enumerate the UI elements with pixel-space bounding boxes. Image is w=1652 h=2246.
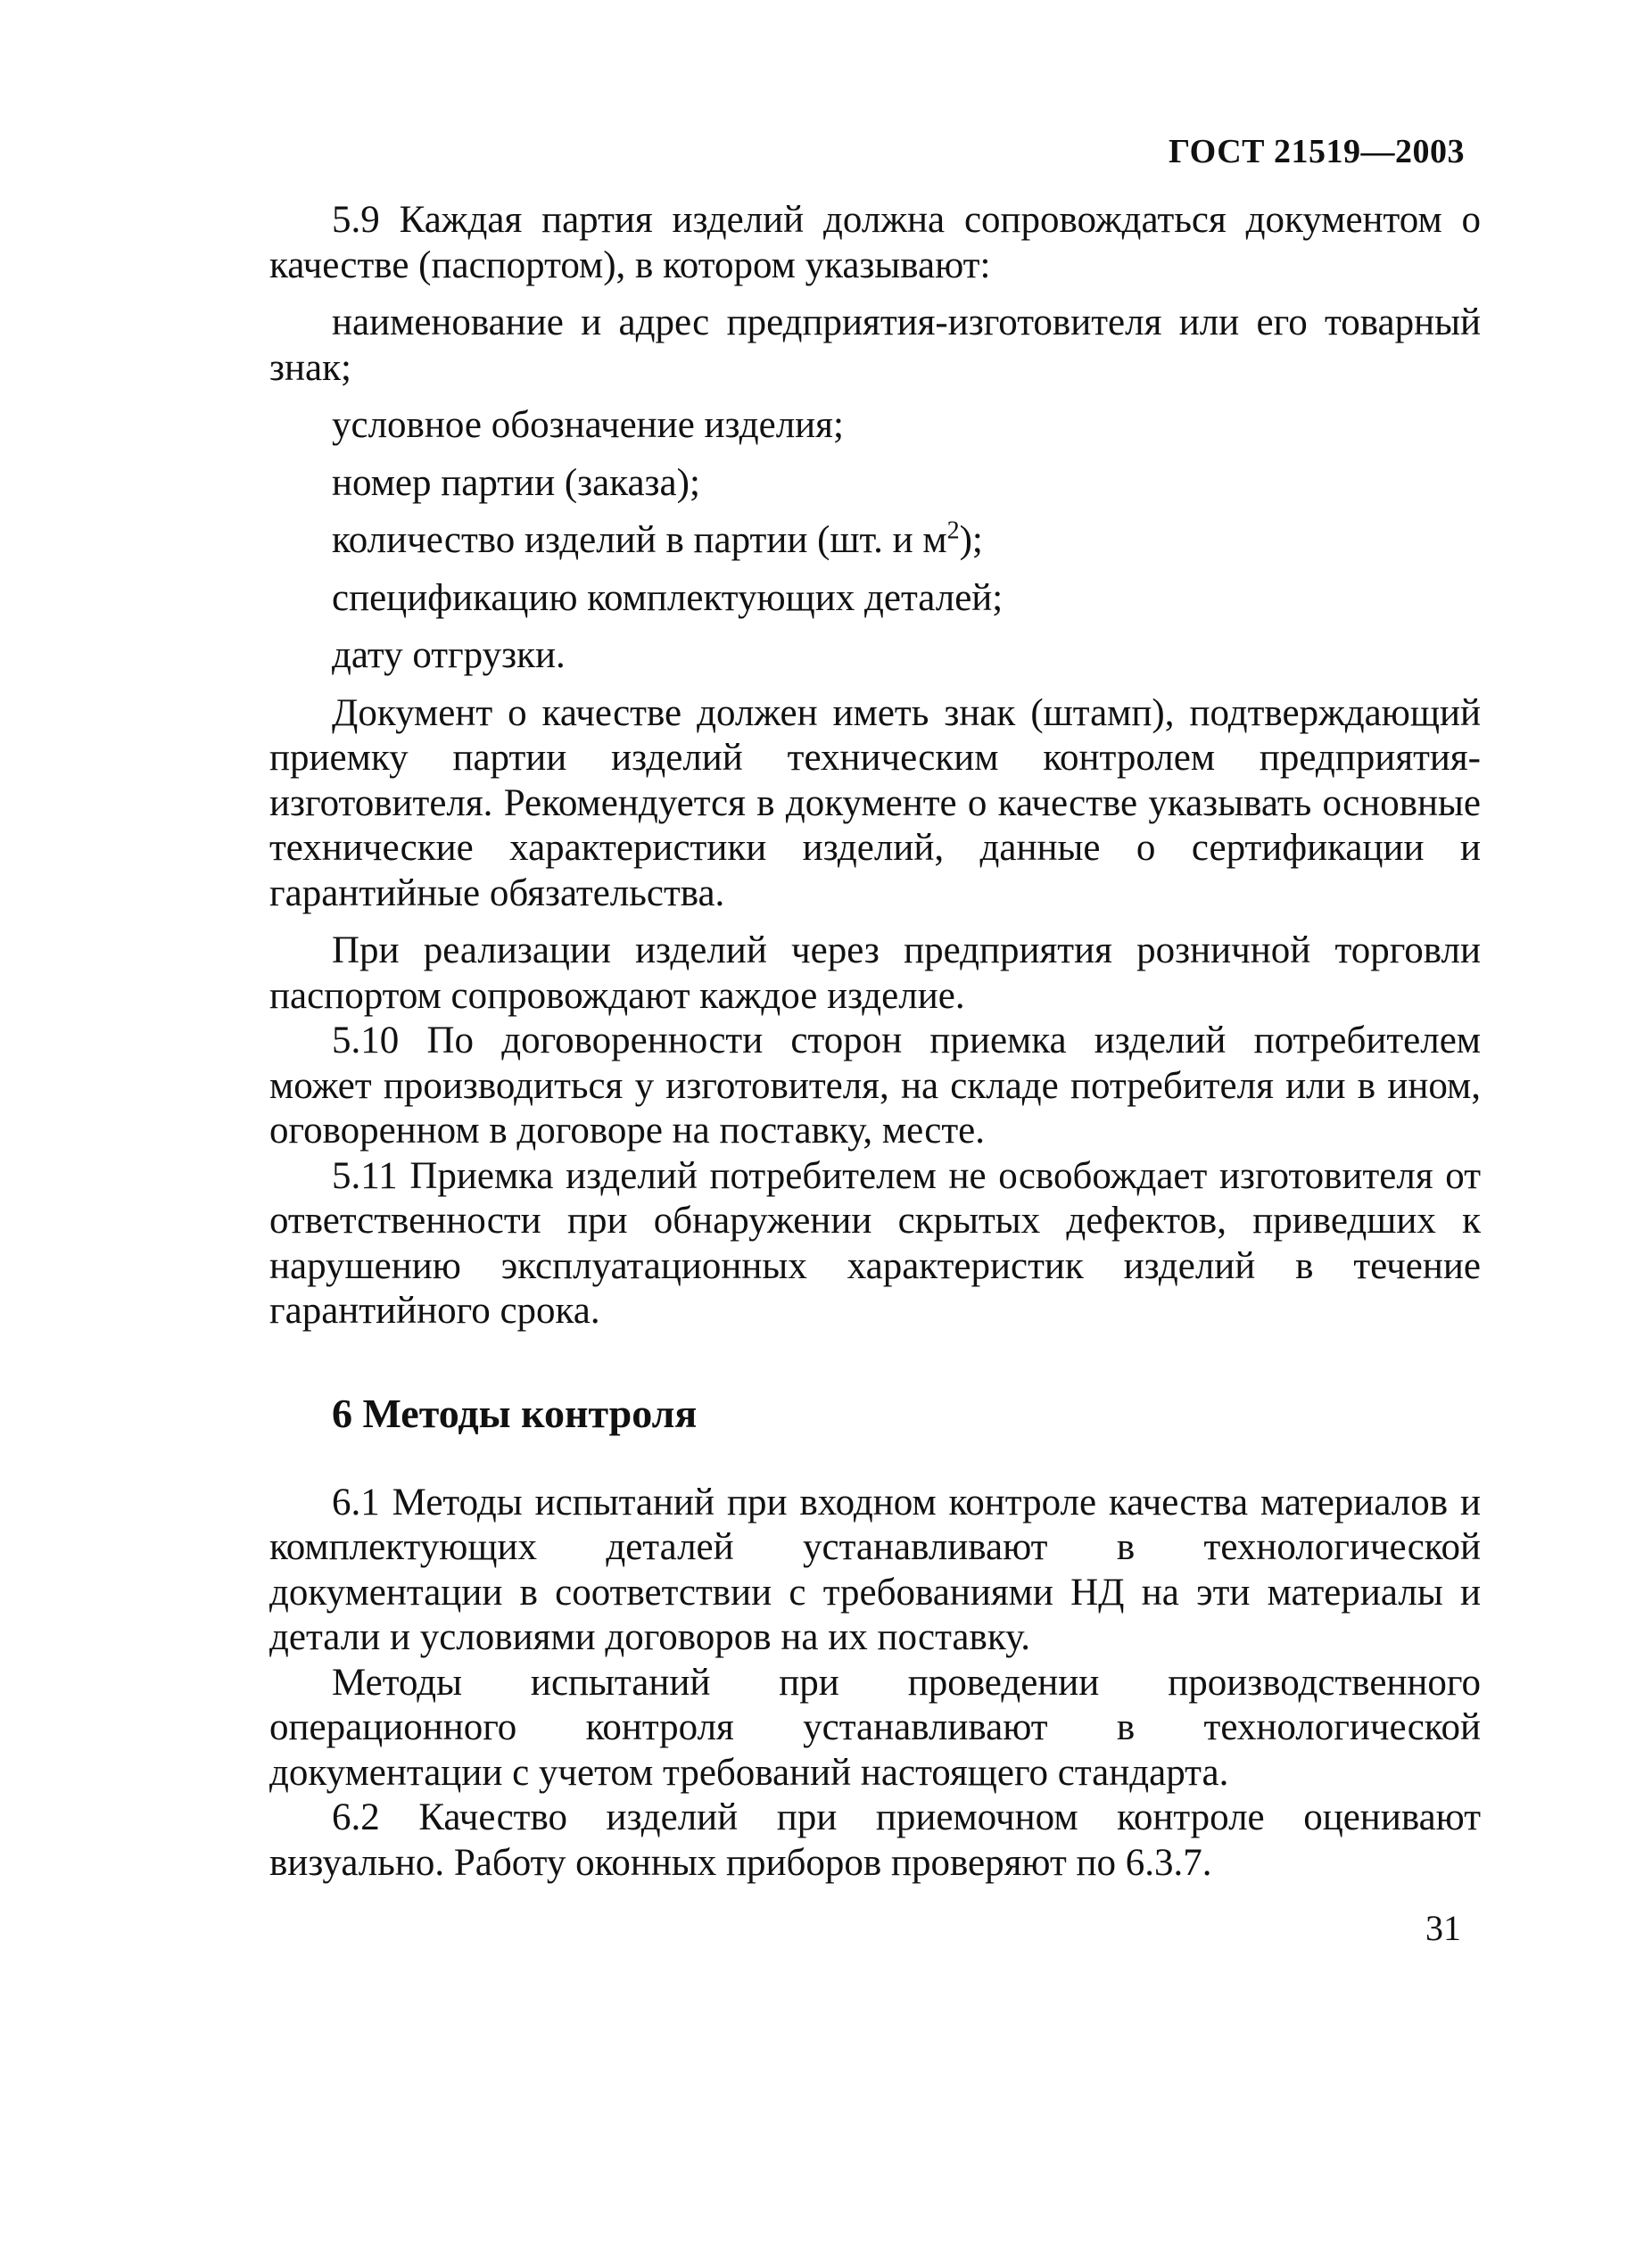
section-heading-6: 6 Методы контроля (332, 1390, 698, 1436)
paragraph-6-1-operational: Методы испытаний при проведении производственного операционного контроля устанавливают в технологической документации с учетом требований настоящего стандарта. (269, 1661, 1481, 1794)
paragraph-6-1: 6.1 Методы испытаний при входном контроле качества материалов и комплектующих деталей устанавливают в технологической документации в соответствии с требованиями НД на эти материалы и детали и условиями договоров на их поставку. (269, 1481, 1481, 1658)
quantity-text: количество изделий в партии (шт. и м (332, 519, 947, 561)
list-item-specification: спецификацию комплектующих деталей; (332, 576, 1004, 619)
paragraph-6-2: 6.2 Качество изделий при приемочном контроле оценивают визуально. Работу оконных приборов проверяют по 6.3.7. (269, 1796, 1481, 1884)
document-code-header: ГОСТ 21519—2003 (1168, 133, 1465, 170)
list-item-designation: условное обозначение изделия; (332, 404, 844, 446)
page-number: 31 (1425, 1908, 1461, 1948)
list-item-quantity (269, 518, 1481, 564)
paragraph-5-9: 5.9 Каждая партия изделий должна сопровождаться документом о качестве (паспортом), в котором указывают: (269, 199, 1481, 286)
list-item-shipment-date: дату отгрузки. (332, 634, 566, 676)
superscript-squared: 2 (946, 516, 960, 545)
quantity-text-end: ); (959, 519, 983, 561)
paragraph-5-11: 5.11 Приемка изделий потребителем не освобождает изготовителя от ответственности при обнаружении скрытых дефектов, приведших к нарушению эксплуатационных характеристик изделий в течение гарантийного срока. (269, 1154, 1481, 1332)
paragraph-quality-stamp: Документ о качестве должен иметь знак (штамп), подтверждающий приемку партии изделий техническим контролем предприятия-изготовителя. Рекомендуется в документе о качестве указывать основные технические характеристики изделий, данные о сертификации и гарантийные обязательства. (269, 691, 1481, 914)
page-body (269, 198, 1481, 1886)
paragraph-5-10: 5.10 По договоренности сторон приемка изделий потребителем может производиться у изготовителя, на складе потребителя или в ином, оговоренном в договоре на поставку, месте. (269, 1020, 1481, 1152)
paragraph-retail: При реализации изделий через предприятия розничной торговли паспортом сопровождают каждое изделие. (269, 929, 1481, 1017)
list-item-batch-number: номер партии (заказа); (332, 461, 700, 504)
list-item-manufacturer: наименование и адрес предприятия-изготовителя или его товарный знак; (269, 301, 1481, 389)
